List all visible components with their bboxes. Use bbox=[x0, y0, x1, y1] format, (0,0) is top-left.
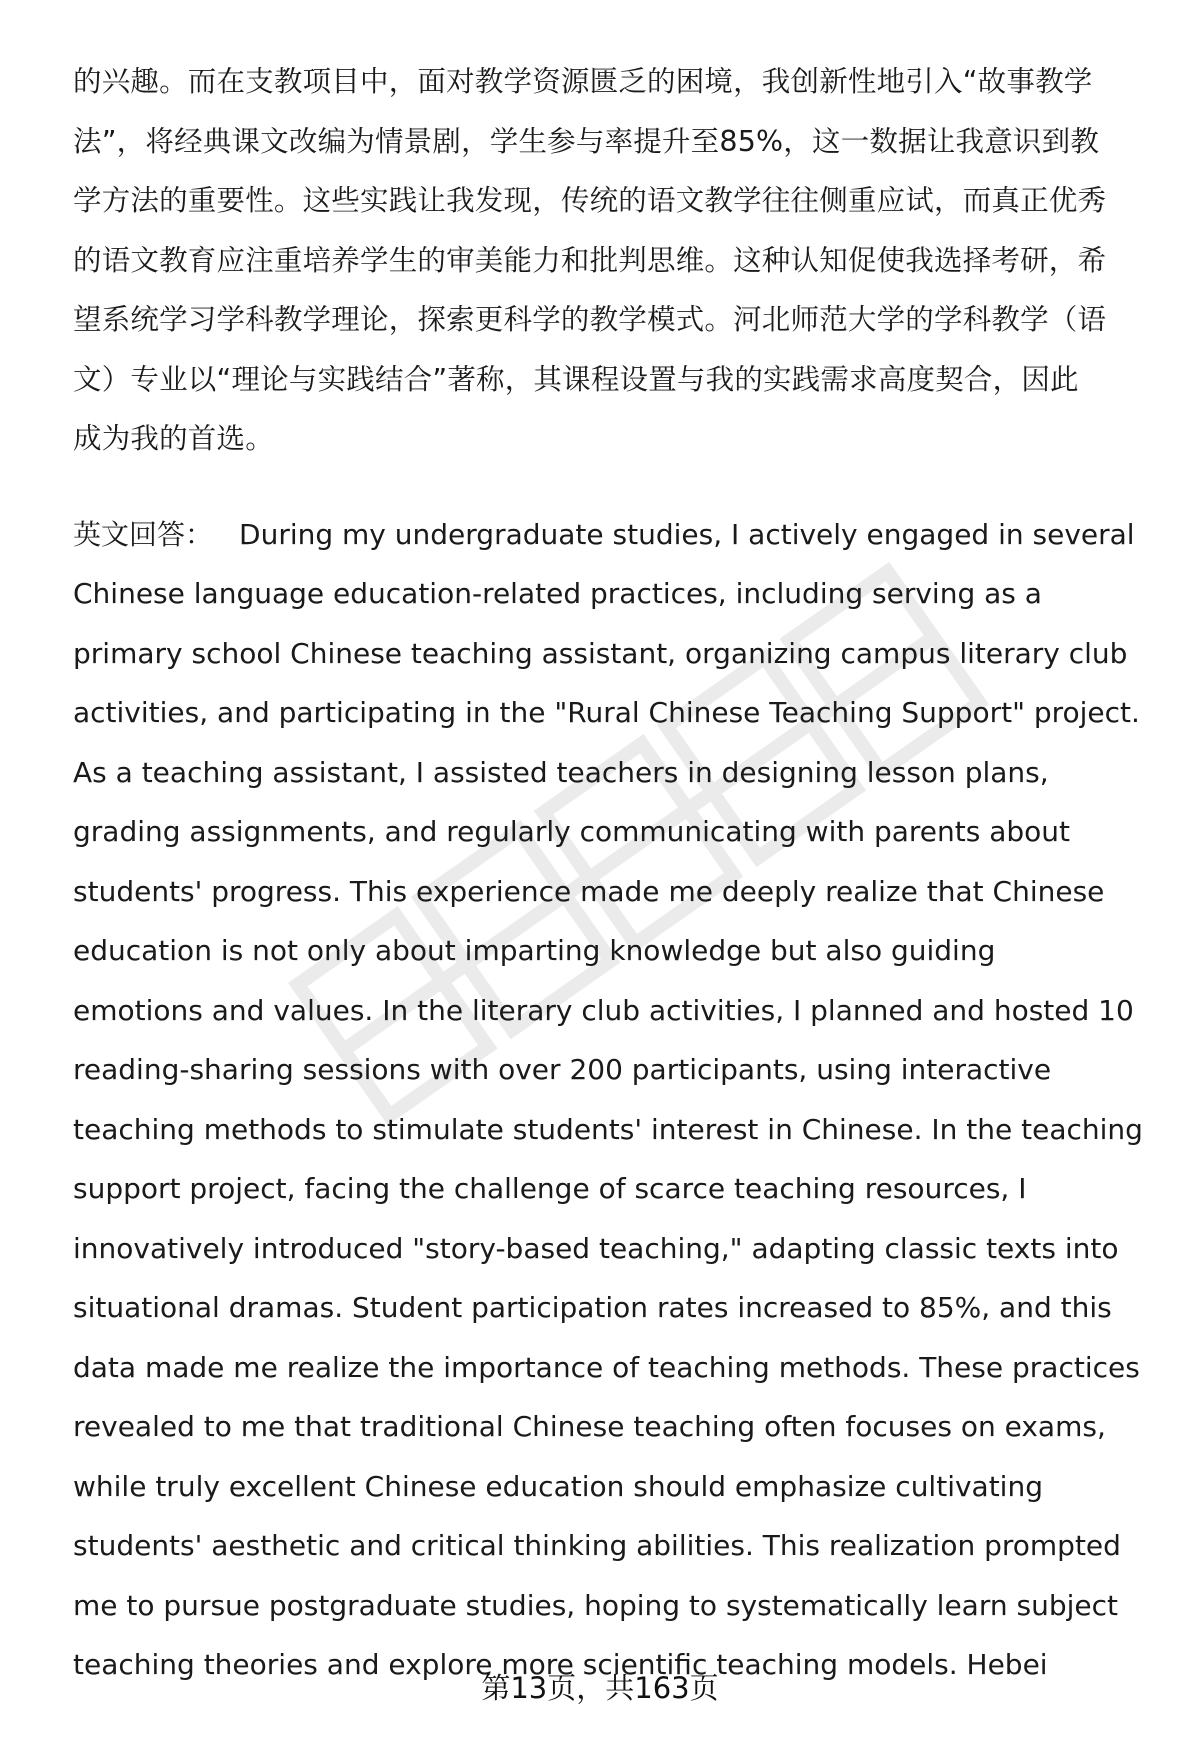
text-line: Chinese language education-related practices, including serving as a bbox=[73, 577, 1042, 610]
text-line: 文）专业以“理论与实践结合”著称，其课程设置与我的实践需求高度契合，因此 bbox=[73, 362, 1079, 396]
text-line: students' progress. This experience made me deeply realize that Chinese bbox=[73, 874, 1105, 908]
text-line: primary school Chinese teaching assistant, organizing campus literary club bbox=[73, 636, 1128, 670]
text-line: teaching theories and explore more scientific teaching models. Hebei bbox=[73, 1648, 1048, 1681]
text-line-content: During my undergraduate studies, I actively engaged in several bbox=[239, 517, 1135, 551]
text-line: reading-sharing sessions with over 200 participants, using interactive bbox=[73, 1053, 1052, 1086]
text-line: 成为我的首选。 bbox=[73, 422, 274, 455]
page-number-footer: 第13页，共163页 bbox=[481, 1671, 719, 1705]
text-line: As a teaching assistant, I assisted teachers in designing lesson plans, bbox=[73, 755, 1049, 789]
text-line: while truly excellent Chinese education should emphasize cultivating bbox=[73, 1469, 1043, 1503]
text-line: 法”，将经典课文改编为情景剧，学生参与率提升至85%，这一数据让我意识到教 bbox=[73, 124, 1100, 158]
chinese-answer-paragraph bbox=[73, 52, 1153, 469]
text-line: grading assignments, and regularly communicating with parents about bbox=[73, 815, 1071, 848]
text-line: 的兴趣。而在支教项目中，面对教学资源匮乏的困境，我创新性地引入“故事教学 bbox=[73, 65, 1093, 98]
text-line: teaching methods to stimulate students' interest in Chinese. In the teaching bbox=[73, 1112, 1143, 1146]
english-answer-paragraph bbox=[73, 505, 1153, 1695]
text-line: students' aesthetic and critical thinking abilities. This realization prompted bbox=[73, 1529, 1121, 1562]
text-line: 的语文教育应注重培养学生的审美能力和批判思维。这种认知促使我选择考研，希 bbox=[73, 243, 1107, 277]
text-line: innovatively introduced "story-based teaching," adapting classic texts into bbox=[73, 1231, 1119, 1265]
text-line: data made me realize the importance of teaching methods. These practices bbox=[73, 1350, 1140, 1384]
text-line: activities, and participating in the "Rural Chinese Teaching Support" project. bbox=[73, 696, 1140, 729]
text-line: me to pursue postgraduate studies, hoping to systematically learn subject bbox=[73, 1588, 1118, 1622]
text-line bbox=[73, 505, 1153, 565]
text-line: education is not only about imparting knowledge but also guiding bbox=[73, 934, 996, 967]
text-line: support project, facing the challenge of scarce teaching resources, I bbox=[73, 1172, 1027, 1205]
english-answer-label: 英文回答： bbox=[73, 517, 214, 551]
text-line: revealed to me that traditional Chinese teaching often focuses on exams, bbox=[73, 1410, 1106, 1443]
text-line: emotions and values. In the literary club activities, I planned and hosted 10 bbox=[73, 993, 1134, 1027]
text-line: situational dramas. Student participation rates increased to 85%, and this bbox=[73, 1291, 1112, 1324]
text-line: 学方法的重要性。这些实践让我发现，传统的语文教学往往侧重应试，而真正优秀 bbox=[73, 184, 1107, 217]
text-line: 望系统学习学科教学理论，探索更科学的教学模式。河北师范大学的学科教学（语 bbox=[73, 303, 1107, 336]
document-body bbox=[73, 52, 1153, 1695]
